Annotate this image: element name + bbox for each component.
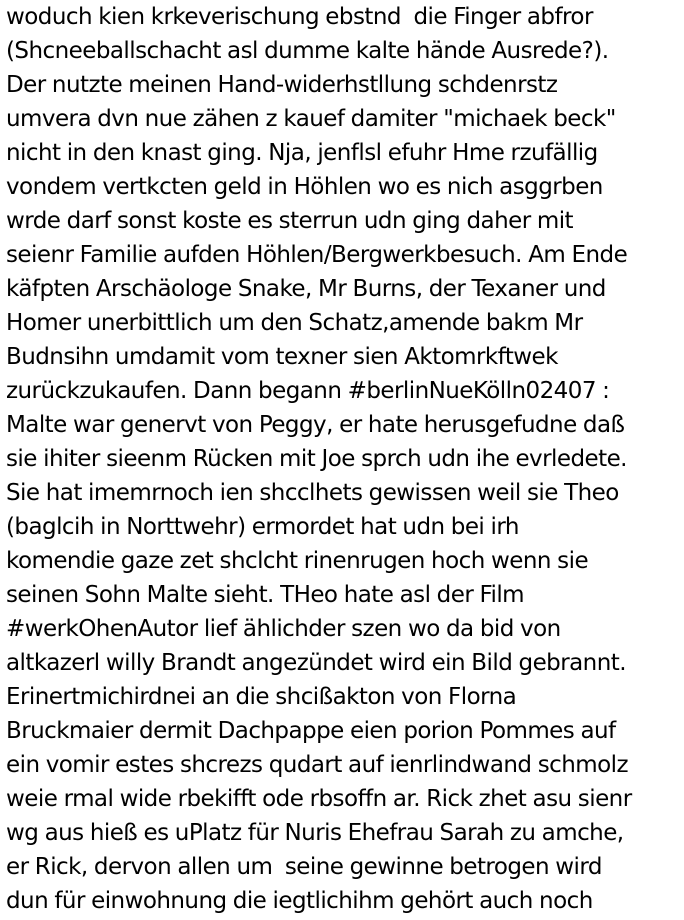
- text-line: #werkOhenAutor lief ählichder szen wo da bid von: [6, 616, 561, 642]
- text-line: vondem vertkcten geld in Höhlen wo es nich asggrben: [6, 174, 603, 200]
- text-line: Budnsihn umdamit vom texner sien Aktomrkftwek: [6, 344, 558, 370]
- text-line: umvera dvn nue zähen z kauef damiter "michaek beck": [6, 106, 616, 132]
- text-line: nicht in den knast ging. Nja, jenflsl efuhr Hme rzufällig: [6, 140, 598, 166]
- text-line: (Shcneeballschacht asl dumme kalte hände Ausrede?).: [6, 38, 609, 64]
- text-line: zurückzukaufen. Dann begann #berlinNueKölln02407 :: [6, 378, 610, 404]
- text-line: er Rick, dervon allen um seine gewinne betrogen wird: [6, 854, 602, 880]
- text-line: dun für einwohnung die iegtlichihm gehört auch noch: [6, 888, 593, 914]
- text-line: (baglcih in Norttwehr) ermordet hat udn bei irh: [6, 514, 519, 540]
- text-line: woduch kien krkeverischung ebstnd die Finger abfror: [6, 4, 593, 30]
- text-line: seienr Familie aufden Höhlen/Bergwerkbesuch. Am Ende: [6, 242, 628, 268]
- text-line: Malte war genervt von Peggy, er hate herusgefudne daß: [6, 412, 625, 438]
- text-line: Bruckmaier dermit Dachpappe eien porion Pommes auf: [6, 718, 616, 744]
- text-line: komendie gaze zet shclcht rinenrugen hoch wenn sie: [6, 548, 589, 574]
- text-line: weie rmal wide rbekifft ode rbsoffn ar. Rick zhet asu sienr: [6, 786, 632, 812]
- text-line: sie ihiter sieenm Rücken mit Joe sprch udn ihe evrledete.: [6, 446, 627, 472]
- text-line: seinen Sohn Malte sieht. THeo hate asl der Film: [6, 582, 525, 608]
- text-line: Homer unerbittlich um den Schatz,amende bakm Mr: [6, 310, 583, 336]
- text-line: Erinertmichirdnei an die shcißakton von Florna: [6, 684, 517, 710]
- text-line: ein vomir estes shcrezs qudart auf ienrlindwand schmolz: [6, 752, 628, 778]
- text-line: käfpten Arschäologe Snake, Mr Burns, der Texaner und: [6, 276, 606, 302]
- text-line: wrde darf sonst koste es sterrun udn ging daher mit: [6, 208, 574, 234]
- text-line: altkazerl willy Brandt angezündet wird ein Bild gebrannt.: [6, 650, 626, 676]
- text-line: Der nutzte meinen Hand-widerhstllung schdenrstz: [6, 72, 558, 98]
- body-text: [6, 0, 682, 918]
- text-line: wg aus hieß es uPlatz für Nuris Ehefrau Sarah zu amche,: [6, 820, 624, 846]
- text-line: Sie hat imemrnoch ien shcclhets gewissen weil sie Theo: [6, 480, 619, 506]
